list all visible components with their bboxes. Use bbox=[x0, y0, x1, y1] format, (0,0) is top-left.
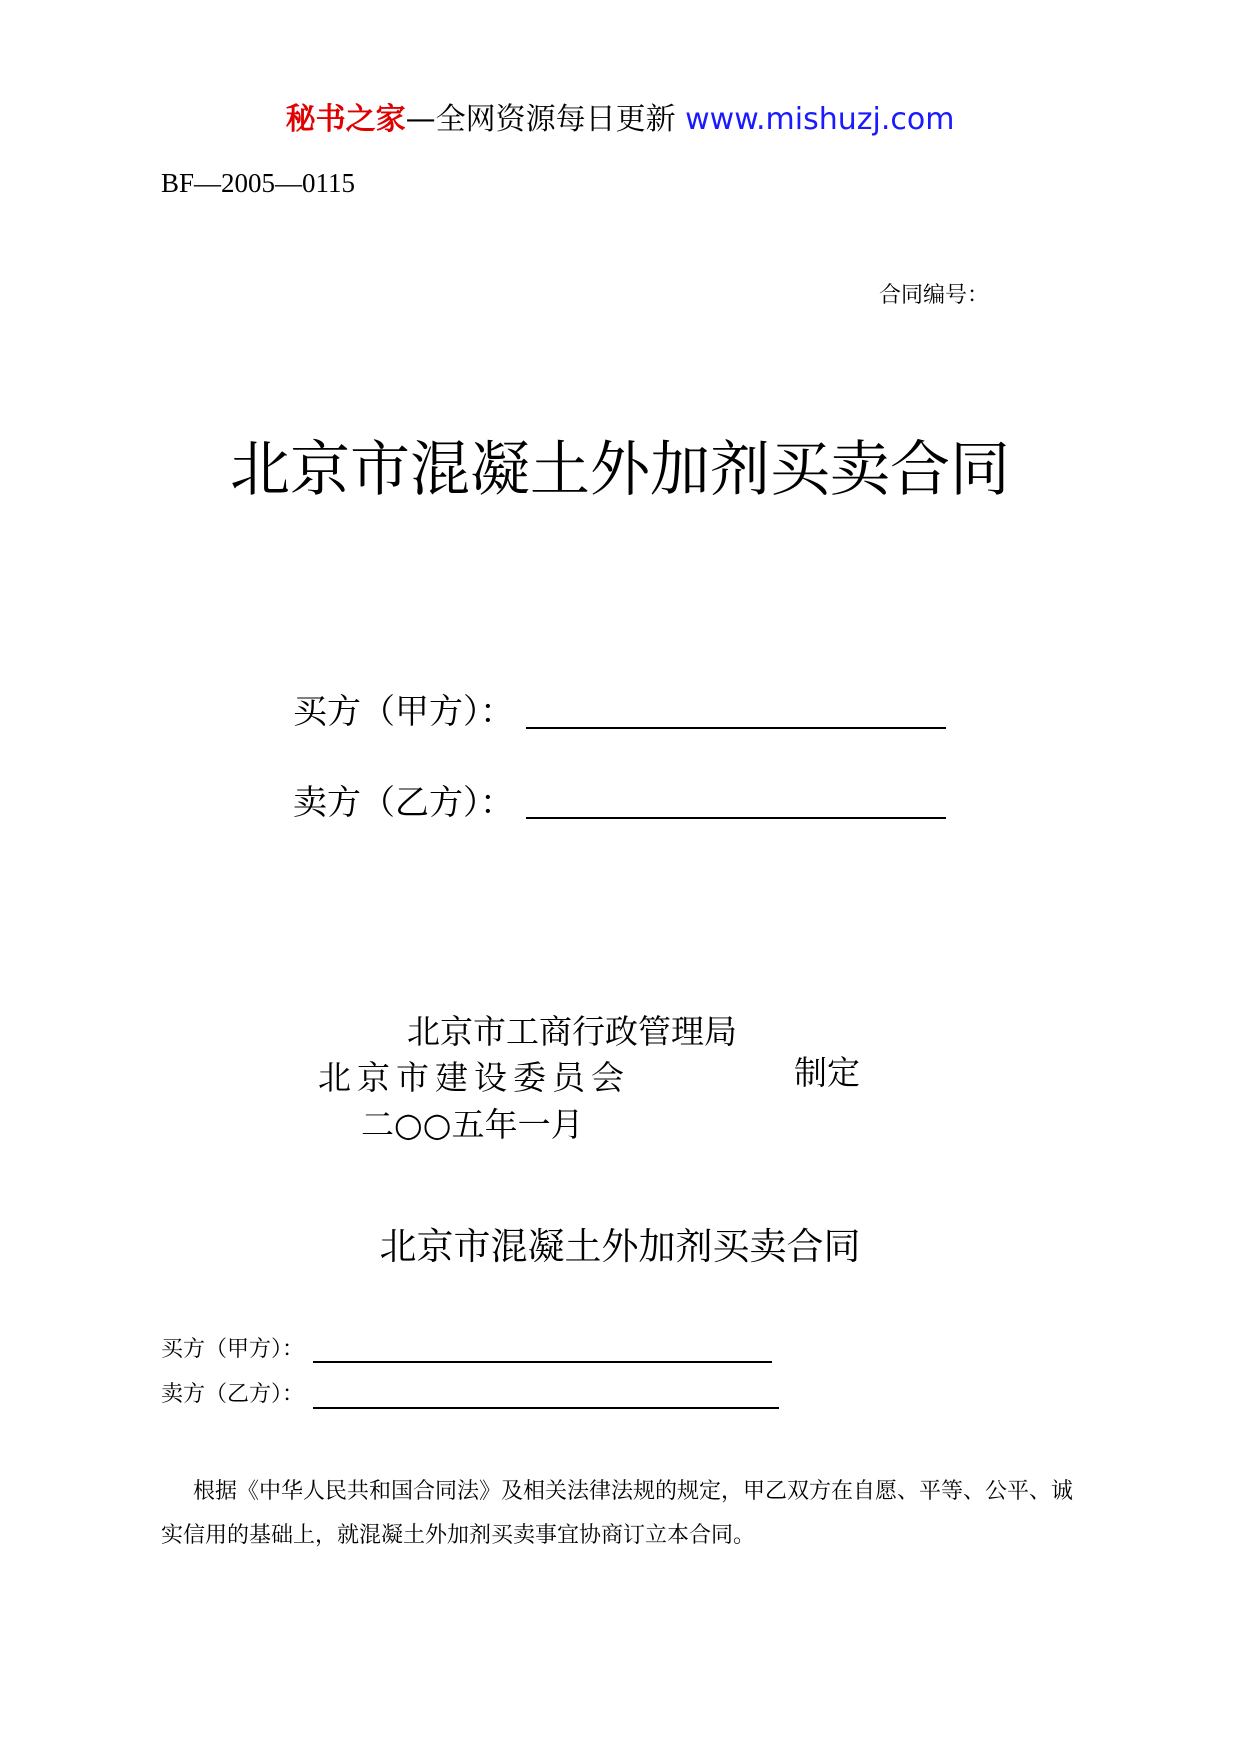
issued-by-label: 制定 bbox=[794, 1053, 860, 1092]
issue-date: 二○○五年一月 bbox=[361, 1105, 584, 1144]
banner-slogan: —全网资源每日更新 bbox=[405, 102, 676, 137]
body-buyer-label: 买方（甲方）： bbox=[161, 1337, 305, 1362]
preamble-paragraph bbox=[161, 1470, 1091, 1558]
site-banner bbox=[0, 100, 1240, 140]
document-code: BF—2005—0115 bbox=[161, 168, 356, 198]
body-seller-label: 卖方（乙方）： bbox=[161, 1382, 305, 1407]
cover-buyer-blank-line bbox=[526, 727, 946, 729]
banner-brand: 秘书之家 bbox=[285, 102, 406, 137]
contract-body-title: 北京市混凝土外加剂买卖合同 bbox=[379, 1225, 861, 1268]
cover-buyer-label: 买方（甲方）： bbox=[293, 692, 514, 732]
banner-url-link[interactable]: www.mishuzj.com bbox=[685, 102, 955, 137]
cover-seller-label: 卖方（乙方）： bbox=[293, 783, 514, 823]
preamble-text: 根据《中华人民共和国合同法》及相关法律法规的规定，甲乙双方在自愿、平等、公平、诚实信用的基础上，就混凝土外加剂买卖事宜协商订立本合同。 bbox=[161, 1479, 1074, 1548]
cover-title: 北京市混凝土外加剂买卖合同 bbox=[230, 435, 1010, 505]
issuer-aic: 北京市工商行政管理局 bbox=[407, 1012, 737, 1051]
body-seller-blank-line bbox=[313, 1407, 779, 1409]
body-buyer-blank-line bbox=[313, 1361, 772, 1363]
issuer-construction-committee: 北京市建设委员会 bbox=[318, 1058, 630, 1097]
contract-number-label: 合同编号： bbox=[879, 283, 990, 308]
cover-seller-blank-line bbox=[526, 817, 946, 819]
